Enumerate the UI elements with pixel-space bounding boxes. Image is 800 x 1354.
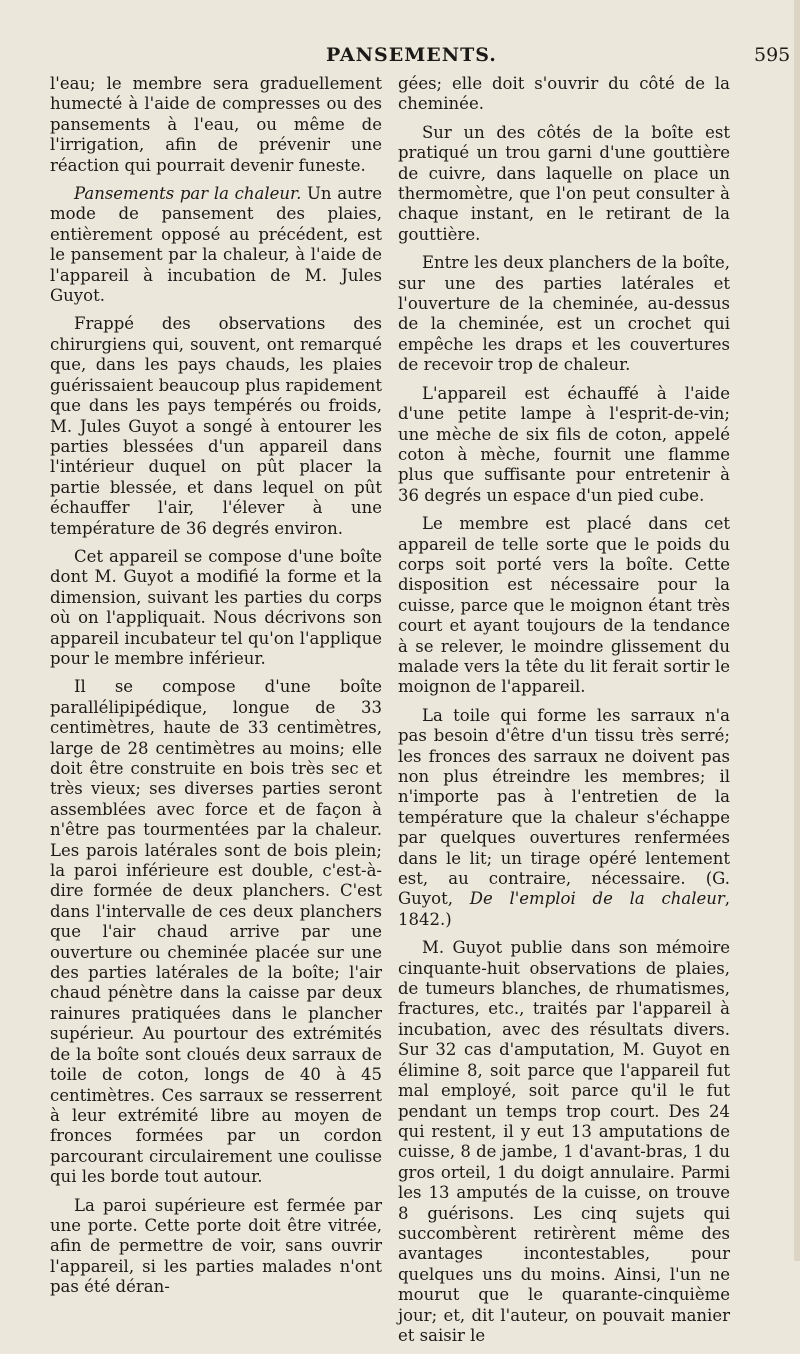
paragraph: Entre les deux planchers de la boîte, sur une des parties latérales et l'ouverture de la cheminée, au-dessus de la cheminée, est un crochet qui empêche les draps et les couvertures de recevoir trop de chaleur.: [398, 253, 730, 375]
run-in-heading: Pansements par la chaleur.: [74, 184, 302, 204]
cited-title: De l'emploi de la chaleur: [469, 889, 725, 909]
page-edge: [794, 0, 800, 1261]
running-title: PANSEMENTS.: [326, 44, 497, 66]
page-number: 595: [754, 44, 791, 66]
paragraph: L'appareil est échauffé à l'aide d'une petite lampe à l'esprit-de-vin; une mèche de six fils de coton, appelé coton à mèche, fournit une flamme plus que suffisante pour entretenir à 36 degrés un espace d'un pied cube.: [398, 383, 730, 505]
right-column: [398, 74, 730, 1354]
paragraph: Le membre est placé dans cet appareil de telle sorte que le poids du corps soit porté vers la boîte. Cette disposition est nécessaire pour la cuisse, parce que le moignon étant très court et ayant toujours de la tendance à se relever, le moindre glissement du malade vers la tête du lit ferait sortir le moignon de l'appareil.: [398, 514, 730, 697]
page-header: [0, 44, 800, 70]
paragraph: Pansements par la chaleur. Un autre mode de pansement des plaies, entièrement opposé au précédent, est le pansement par la chaleur, à l'aide de l'appareil à incubation de M. Jules Guyot.: [50, 184, 382, 306]
paragraph: Il se compose d'une boîte parallélipipédique, longue de 33 centimètres, haute de 33 centimètres, large de 28 centimètres au moins; elle doit être construite en bois très sec et très vieux; ses diverses parties seront assemblées avec force et de façon à n'être pas tourmentées par la chaleur. Les parois latérales sont de bois plein; la paroi inférieure est double, c'est-à-dire formée de deux planchers. C'est dans l'intervalle de ces deux planchers que l'air chaud arrive par une ouverture ou cheminée placée sur une des parties latérales de la boîte; l'air chaud pénètre dans la caisse par deux rainures pratiquées dans le plancher supérieur. Au pourtour des extrémités de la boîte sont cloués deux sarraux de toile de coton, longs de 40 à 45 centimètres. Ces sarraux se resserrent à leur extrémité libre au moyen de fronces formées par un cordon parcourant circulairement une coulisse qui les borde tout autour.: [50, 677, 382, 1187]
left-column: [50, 74, 382, 1306]
paragraph: La toile qui forme les sarraux n'a pas besoin d'être d'un tissu très serré; les fronces des sarraux ne doivent pas non plus étreindre les membres; il n'importe pas à l'entretien de la température que la chaleur s'échappe par quelques ouvertures renfermées dans le lit; un tirage opéré lentement est, au contraire, nécessaire. (G. Guyot, De l'emploi de la chaleur, 1842.): [398, 705, 731, 929]
paragraph: Sur un des côtés de la boîte est pratiqué un trou garni d'une gouttière de cuivre, dans laquelle on place un thermomètre, que l'on peut consulter à chaque instant, en le retirant de la gouttière.: [398, 122, 730, 244]
paragraph: Frappé des observations des chirurgiens qui, souvent, ont remarqué que, dans les pays chauds, les plaies guérissaient beaucoup plus rapidement que dans les pays tempérés ou froids, M. Jules Guyot a songé à entourer les parties blessées d'un appareil dans l'intérieur duquel on pût placer la partie blessée, et dans lequel on pût échauffer l'air, l'élever à une température de 36 degrés environ.: [50, 314, 382, 538]
paragraph: Cet appareil se compose d'une boîte dont M. Guyot a modifié la forme et la dimension, suivant les parties du corps où on l'appliquait. Nous décrivons son appareil incubateur tel qu'on l'applique pour le membre inférieur.: [50, 546, 382, 668]
paragraph: M. Guyot publie dans son mémoire cinquante-huit observations de plaies, de tumeurs blanches, de rhumatismes, fractures, etc., traités par l'appareil à incubation, avec des résultats divers. Sur 32 cas d'amputation, M. Guyot en élimine 8, soit parce que l'appareil fut mal employé, soit parce qu'il le fut pendant un temps trop court. Des 24 qui restent, il y eut 13 amputations de cuisse, 8 de jambe, 1 d'avant-bras, 1 du gros orteil, 1 du doigt annulaire. Parmi les 13 amputés de la cuisse, on trouve 8 guérisons. Les cinq sujets qui succombèrent retirèrent même des avantages incontestables, pour quelques uns du moins. Ainsi, l'un ne mourut que le quarante-cinquième jour; et, dit l'auteur, on pouvait manier et saisir le: [398, 938, 730, 1345]
paragraph: gées; elle doit s'ouvrir du côté de la cheminée.: [398, 74, 730, 114]
paragraph: l'eau; le membre sera graduellement humecté à l'aide de compresses ou des pansements à l'eau, ou même de l'irrigation, afin de prévenir une réaction qui pourrait devenir funeste.: [50, 74, 382, 175]
paragraph: La paroi supérieure est fermée par une porte. Cette porte doit être vitrée, afin de permettre de voir, sans ouvrir l'appareil, si les parties malades n'ont pas été déran-: [50, 1195, 382, 1297]
